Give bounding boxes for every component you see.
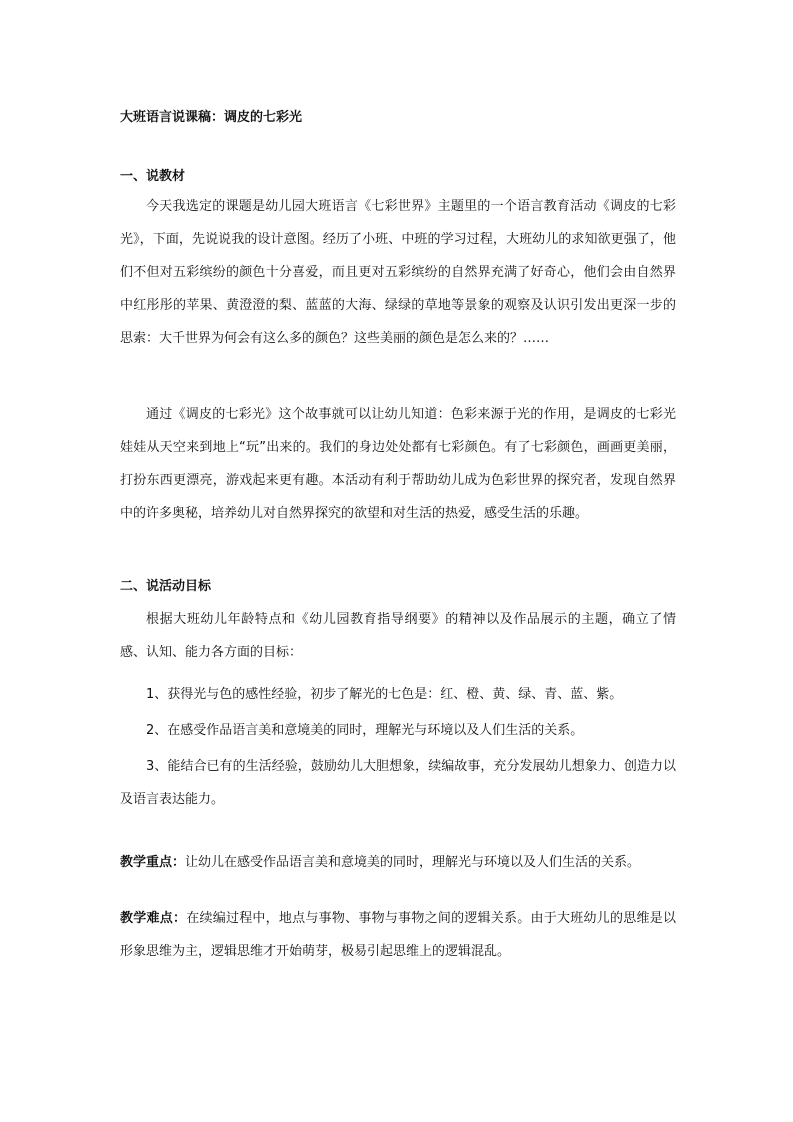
key-point-label: 教学重点： <box>120 855 186 870</box>
paragraph-key-point <box>120 846 676 879</box>
difficulty-text: 在续编过程中，地点与事物、事物与事物之间的逻辑关系。由于大班幼儿的思维是以形象思维为主，逻辑思维才开始萌芽，极易引起思维上的逻辑混乱。 <box>120 911 676 959</box>
section-heading-teaching-material: 一、说教材 <box>120 169 186 184</box>
goal-item-1: 1、获得光与色的感性经验，初步了解光的七色是：红、橙、黄、绿、青、蓝、紫。 <box>146 687 623 702</box>
section-heading-activity-goals: 二、说活动目标 <box>120 579 212 594</box>
goal-item-2: 2、在感受作品语言美和意境美的同时，理解光与环境以及人们生活的关系。 <box>146 723 584 738</box>
paragraph-goals-intro: 根据大班幼儿年龄特点和《幼儿园教育指导纲要》的精神以及作品展示的主题，确立了情感、认知、能力各方面的目标： <box>120 612 676 660</box>
difficulty-label: 教学难点： <box>120 911 187 926</box>
paragraph-story-purpose: 通过《调皮的七彩光》这个故事就可以让幼儿知道：色彩来源于光的作用，是调皮的七彩光娃娃从天空来到地上“玩”出来的。我们的身边处处都有七彩颜色。有了七彩颜色，画画更美丽，打扮东西更漂亮，游戏起来更有趣。本活动有利于帮助幼儿成为色彩世界的探究者，发现自然界中的许多奥秘，培养幼儿对自然界探究的欲望和对生活的热爱，感受生活的乐趣。 <box>120 407 676 521</box>
document-title: 大班语言说课稿：调皮的七彩光 <box>120 110 303 125</box>
key-point-text: 让幼儿在感受作品语言美和意境美的同时，理解光与环境以及人们生活的关系。 <box>185 855 641 870</box>
paragraph-difficulty <box>120 902 676 968</box>
paragraph-design-intent: 今天我选定的课题是幼儿园大班语言《七彩世界》主题里的一个语言教育活动《调皮的七彩光》，下面，先说说我的设计意图。经历了小班、中班的学习过程，大班幼儿的求知欲更强了，他们不但对五彩缤纷的颜色十分喜爱，而且更对五彩缤纷的自然界充满了好奇心，他们会由自然界中红彤彤的苹果、黄澄澄的梨、蓝蓝的大海、绿绿的草地等景象的观察及认识引发出更深一步的思索：大千世界为何会有这么多的颜色？这些美丽的颜色是怎么来的？…… <box>120 199 676 346</box>
goal-item-3: 3、能结合已有的生活经验，鼓励幼儿大胆想象，续编故事，充分发展幼儿想象力、创造力以及语言表达能力。 <box>120 759 676 807</box>
